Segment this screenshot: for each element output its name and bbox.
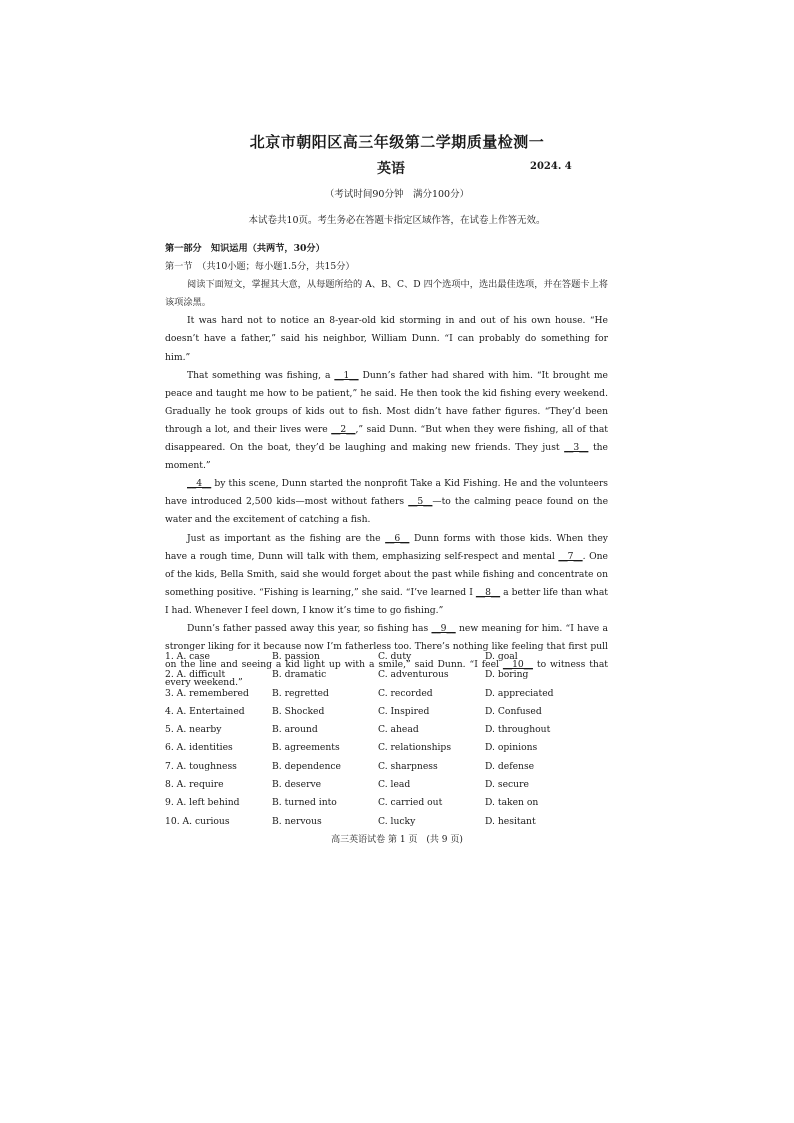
exam-title: 北京市朝阳区高三年级第二学期质量检测一 — [249, 133, 545, 151]
option-row: 3. A. remembered B. regretted C. recorded D. appreciated — [165, 687, 554, 699]
option-row: 8. A. require B. deserve C. lead D. secure — [165, 779, 529, 791]
blank-3: __3__ — [564, 442, 589, 454]
blank-6: __6__ — [385, 532, 410, 544]
option-row: 4. A. Entertained B. Shocked C. Inspired D. Confused — [165, 705, 542, 717]
blank-2: __2__ — [331, 423, 356, 435]
exam-notice: 本试卷共10页。考生务必在答题卡指定区域作答，在试卷上作答无效。 — [248, 215, 546, 226]
blank-9: __9__ — [431, 622, 456, 634]
passage-paragraph-4: Just as important as the fishing are the __6__ Dunn forms with those kids. When they have a rough time, Dunn will talk with them, emphasizing self-respect and mental __7__. One of the kids, Bella Smith, said she would forget about the past while fishing and concentrate on something positive. “Fishing is learning,” she said. “I’ve learned I __8__ a better life than what I had. Whenever I feel down, I know it’s time to go fishing.” — [165, 532, 608, 616]
answer-options — [165, 651, 608, 834]
subject-heading: 英语 — [377, 161, 405, 177]
option-row: 7. A. toughness B. dependence C. sharpness D. defense — [165, 760, 535, 772]
blank-8: __8__ — [475, 586, 501, 598]
exam-date: 2024. 4 — [530, 161, 572, 172]
blank-5: __5__ — [408, 496, 433, 508]
option-row: 10. A. curious B. nervous C. lucky D. hesitant — [165, 815, 536, 827]
option-row: 2. A. difficult B. dramatic C. adventurous D. boring — [165, 669, 529, 681]
instruction: 阅读下面短文，掌握其大意，从每题所给的 A、B、C、D 四个选项中，选出最佳选项，并在答题卡上将该项涂黑。 — [165, 279, 608, 309]
blank-10: __10__ — [502, 659, 533, 671]
option-row: 5. A. nearby B. around C. ahead D. throughout — [165, 724, 551, 736]
sub-title: 第一节 （共10小题；每小题1.5分，共15分） — [165, 261, 355, 273]
passage-paragraph-5: Dunn’s father passed away this year, so fishing has __9__ new meaning for him. “I have a stronger liking for it because now I’m fatherless too. There’s nothing like feeling that first pull on the line and seeing a kid light up with a smile,” said Dunn. “I feel __10__ to witness that every weekend.” — [165, 622, 609, 689]
page-footer: 高三英语试卷 第 1 页 (共 9 页) — [331, 835, 463, 845]
time-note: （考试时间90分钟 满分100分） — [324, 189, 470, 200]
blank-4: __4__ — [187, 478, 212, 490]
option-row: 6. A. identities B. agreements C. relationships D. opinions — [165, 742, 538, 754]
passage-paragraph-3: __4__ by this scene, Dunn started the nonprofit Take a Kid Fishing. He and the volunteers have introduced 2,500 kids—most without fathers __5__—to the calming peace found on the water and the excitement of catching a fish. — [165, 478, 609, 526]
passage-paragraph-1: It was hard not to notice an 8-year-old kid storming in and out of his own house. “He doesn’t have a father,” said his neighbor, William Dunn. “I can probably do something for him.” — [165, 315, 608, 363]
part-title: 第一部分 知识运用（共两节，30分） — [165, 243, 325, 254]
blank-7: __7__ — [558, 550, 583, 562]
section-content — [165, 240, 608, 692]
option-row: 9. A. left behind B. turned into C. carried out D. taken on — [165, 797, 539, 809]
option-row: 1. A. case B. passion C. duty D. goal — [165, 651, 518, 662]
blank-1: __1__ — [334, 369, 359, 381]
passage-paragraph-2: That something was fishing, a __1__ Dunn’s father had shared with him. “It brought me peace and taught me how to be patient,” he said. He then took the kid fishing every weekend. Gradually he took groups of kids out to fish. Most didn’t have father figures. “They’d been through a lot, and their lives were __2__,” said Dunn. “But when they were fishing, all of that disappeared. On the boat, they’d be laughing and making new friends. They just __3__ the moment.” — [165, 369, 608, 472]
